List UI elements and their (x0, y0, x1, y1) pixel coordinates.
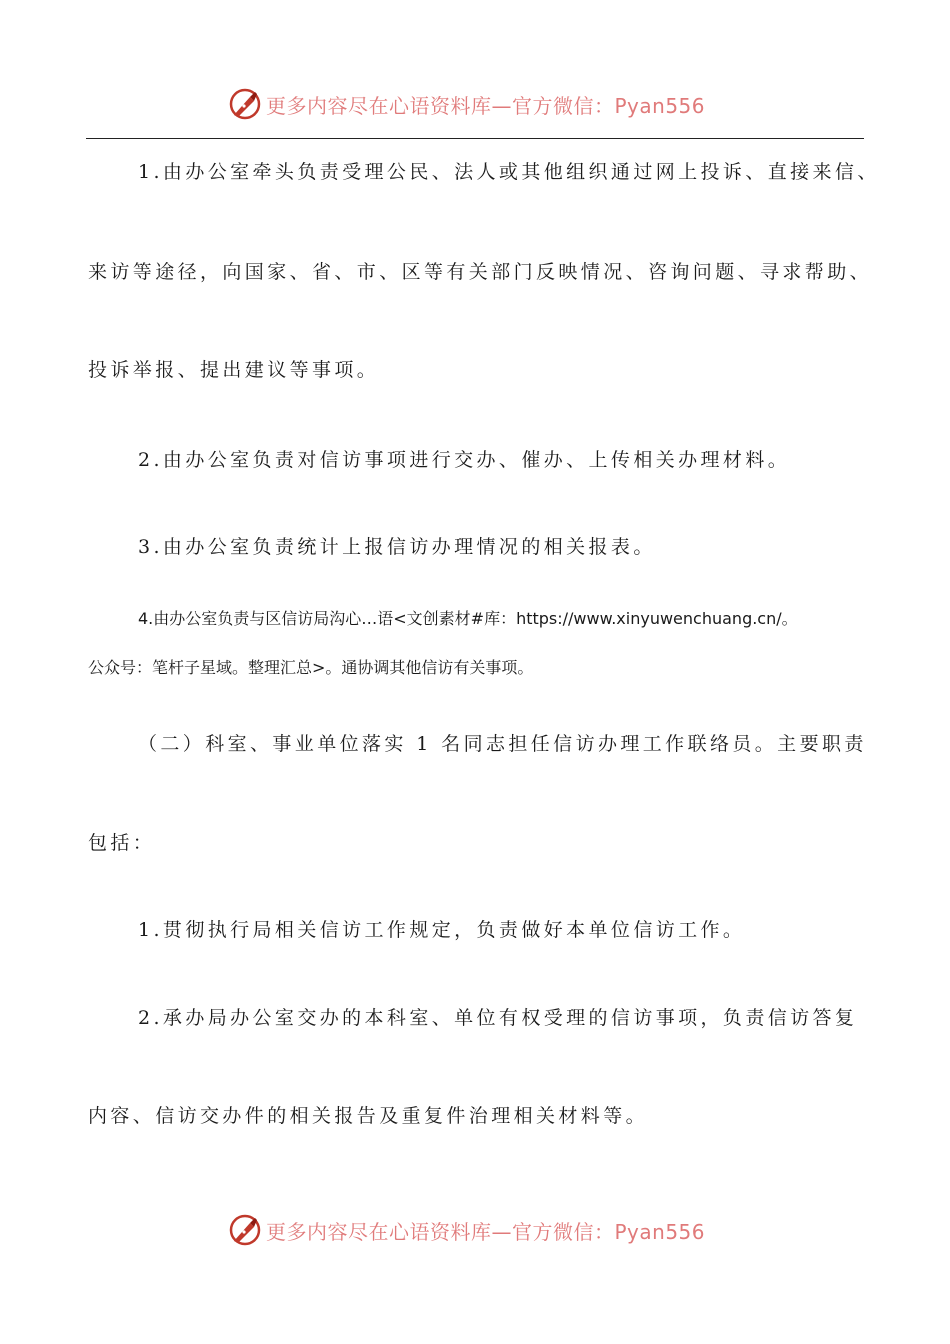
header-banner (0, 84, 950, 124)
section-2-item-1: 1.贯彻执行局相关信访工作规定，负责做好本单位信访工作。 (138, 919, 746, 941)
footer-banner (0, 1210, 950, 1250)
pen-nib-logo-icon (228, 87, 262, 121)
paragraph-1-line-1-text: 1.由办公室牵头负责受理公民、法人或其他组织通过网上投诉、直接来信、 (138, 161, 880, 183)
section-2-heading-line-1: （二）科室、事业单位落实 1 名同志担任信访办理工作联络员。主要职责 (138, 733, 867, 755)
section-2-heading-line-2: 包括： (88, 832, 156, 854)
section-2-item-2-line-1: 2.承办局办公室交办的本科室、单位有权受理的信访事项，负责信访答复 (138, 1007, 858, 1029)
pen-nib-logo-icon (228, 1213, 262, 1247)
paragraph-2: 2.由办公室负责对信访事项进行交办、催办、上传相关办理材料。 (138, 449, 791, 471)
paragraph-4-line-2: 公众号：笔杆子星域。整理汇总>。通协调其他信访有关事项。 (88, 658, 534, 677)
paragraph-3: 3.由办公室负责统计上报信访办理情况的相关报表。 (138, 536, 656, 558)
paragraph-4-line-1: 4.由办公室负责与区信访局沟心…语<文创素材#库：https://www.xinyuwenchuang.cn/。 (138, 609, 798, 628)
section-2-item-2-line-2: 内容、信访交办件的相关报告及重复件治理相关材料等。 (88, 1105, 649, 1127)
header-banner-text: 更多内容尽在心语资料库—官方微信：Pyan556 (266, 93, 706, 118)
paragraph-1-line-3: 投诉举报、提出建议等事项。 (88, 359, 380, 381)
paragraph-1-line-2: 来访等途径，向国家、省、市、区等有关部门反映情况、咨询问题、寻求帮助、 (88, 261, 873, 283)
footer-banner-text: 更多内容尽在心语资料库—官方微信：Pyan556 (266, 1219, 706, 1244)
header-divider (86, 138, 864, 139)
paragraph-1-line-1 (138, 160, 880, 184)
